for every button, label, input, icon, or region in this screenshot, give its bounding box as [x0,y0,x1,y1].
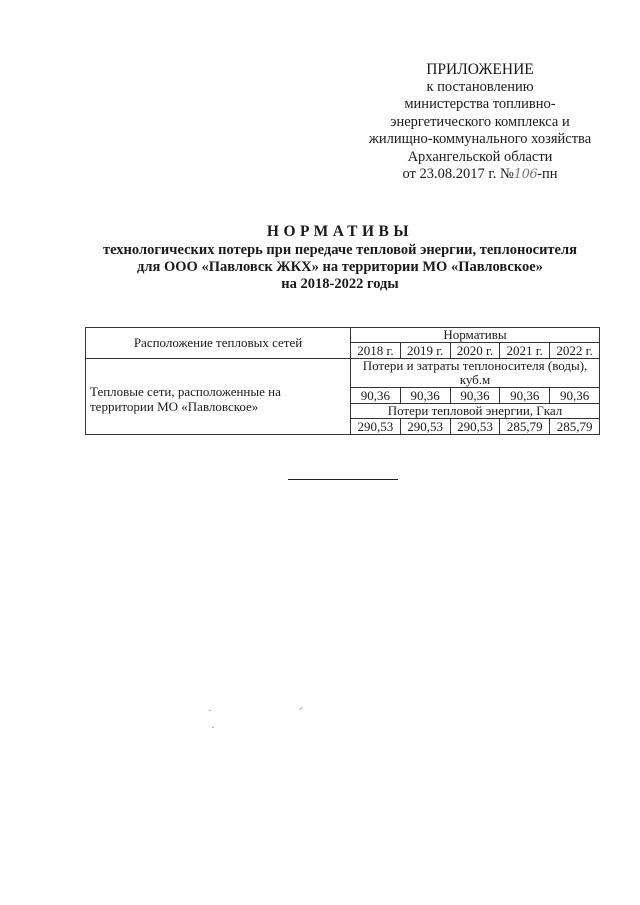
scan-speck [212,727,214,728]
heading-title: НОРМАТИВЫ [266,223,414,240]
norms-table [85,327,600,435]
appendix-line-3: энергетического комплекса и [390,113,570,130]
appendix-block [355,61,605,184]
appendix-date-line [355,166,605,184]
appendix-title: ПРИЛОЖЕНИЕ [426,61,534,78]
year-cell: 2020 г. [450,343,500,359]
scan-speck [209,710,211,711]
appendix-line-4: жилищно-коммунального хозяйства [368,131,592,147]
appendix-date-prefix: от 23.08.2017 г. № [402,166,514,182]
year-cell: 2018 г. [351,343,401,359]
heading-line-1: технологических потерь при передаче тепловой энергии, теплоносителя [103,242,577,258]
year-cell: 2022 г. [550,343,600,359]
handwritten-number: 106 [513,167,538,182]
value-cell: 90,36 [400,388,450,404]
appendix-line-1: к постановлению [426,78,534,95]
value-cell: 90,36 [550,388,600,404]
section1-label-row [86,359,600,388]
value-cell: 90,36 [351,388,401,404]
table-header-row [86,328,600,343]
heading-line-3: на 2018-2022 годы [281,276,399,292]
appendix-number-suffix: -пн [537,166,558,182]
heading-line-2: для ООО «Павловск ЖКХ» на территории МО «Павловское» [137,259,543,275]
value-cell: 290,53 [351,419,401,435]
location-cell: Тепловые сети, расположенные на территории МО «Павловское» [86,359,351,435]
appendix-line-5: Архангельской области [407,148,553,165]
value-cell: 285,79 [550,419,600,435]
year-cell: 2019 г. [400,343,450,359]
year-cell: 2021 г. [500,343,550,359]
value-cell: 290,53 [400,419,450,435]
document-heading [60,222,620,293]
appendix-line-2: министерства топливно- [404,96,556,112]
location-header: Расположение тепловых сетей [86,328,351,359]
value-cell: 290,53 [450,419,500,435]
norms-header: Нормативы [351,328,600,343]
section1-label: Потери и затраты теплоносителя (воды), куб.м [351,359,600,388]
closing-divider [288,479,398,480]
scan-speck [299,707,303,710]
value-cell: 90,36 [500,388,550,404]
value-cell: 285,79 [500,419,550,435]
section2-label: Потери тепловой энергии, Гкал [351,404,600,419]
value-cell: 90,36 [450,388,500,404]
